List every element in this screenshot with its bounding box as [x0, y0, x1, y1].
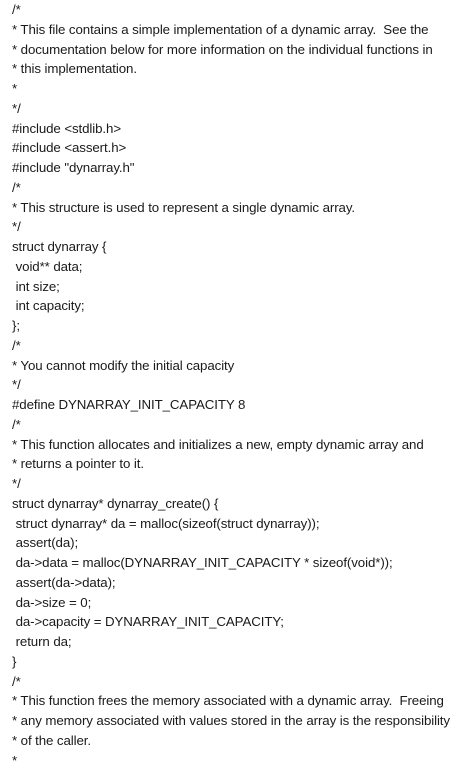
- code-line: * This function allocates and initializes a new, empty dynamic array and: [12, 435, 470, 455]
- code-line: * of the caller.: [12, 731, 470, 751]
- code-line: * returns a pointer to it.: [12, 454, 470, 474]
- code-line: * this implementation.: [12, 59, 470, 79]
- code-line: * documentation below for more information on the individual functions in: [12, 40, 470, 60]
- code-line: */: [12, 99, 470, 119]
- code-line: *: [12, 751, 470, 770]
- code-line: da->data = malloc(DYNARRAY_INIT_CAPACITY * sizeof(void*));: [12, 553, 470, 573]
- code-line: struct dynarray {: [12, 237, 470, 257]
- code-line: /*: [12, 415, 470, 435]
- code-line: /*: [12, 0, 470, 20]
- code-line: void** data;: [12, 257, 470, 277]
- code-line: da->capacity = DYNARRAY_INIT_CAPACITY;: [12, 612, 470, 632]
- code-line: }: [12, 652, 470, 672]
- code-document: [12, 0, 470, 770]
- code-line: int capacity;: [12, 296, 470, 316]
- code-line: #define DYNARRAY_INIT_CAPACITY 8: [12, 395, 470, 415]
- code-line: #include <stdlib.h>: [12, 119, 470, 139]
- code-line: assert(da->data);: [12, 573, 470, 593]
- code-line: * This function frees the memory associated with a dynamic array. Freeing: [12, 691, 470, 711]
- code-line: * any memory associated with values stored in the array is the responsibility: [12, 711, 470, 731]
- code-line: struct dynarray* da = malloc(sizeof(struct dynarray));: [12, 514, 470, 534]
- code-line: * This file contains a simple implementation of a dynamic array. See the: [12, 20, 470, 40]
- code-line: #include "dynarray.h": [12, 158, 470, 178]
- code-line: assert(da);: [12, 533, 470, 553]
- code-line: return da;: [12, 632, 470, 652]
- code-line: */: [12, 217, 470, 237]
- code-line: };: [12, 316, 470, 336]
- code-line: struct dynarray* dynarray_create() {: [12, 494, 470, 514]
- code-line: da->size = 0;: [12, 593, 470, 613]
- code-line: * This structure is used to represent a single dynamic array.: [12, 198, 470, 218]
- code-line: /*: [12, 336, 470, 356]
- code-line: */: [12, 474, 470, 494]
- code-line: *: [12, 79, 470, 99]
- code-line: /*: [12, 178, 470, 198]
- code-line: */: [12, 375, 470, 395]
- code-line: * You cannot modify the initial capacity: [12, 356, 470, 376]
- code-line: /*: [12, 672, 470, 692]
- code-line: int size;: [12, 277, 470, 297]
- code-line: #include <assert.h>: [12, 138, 470, 158]
